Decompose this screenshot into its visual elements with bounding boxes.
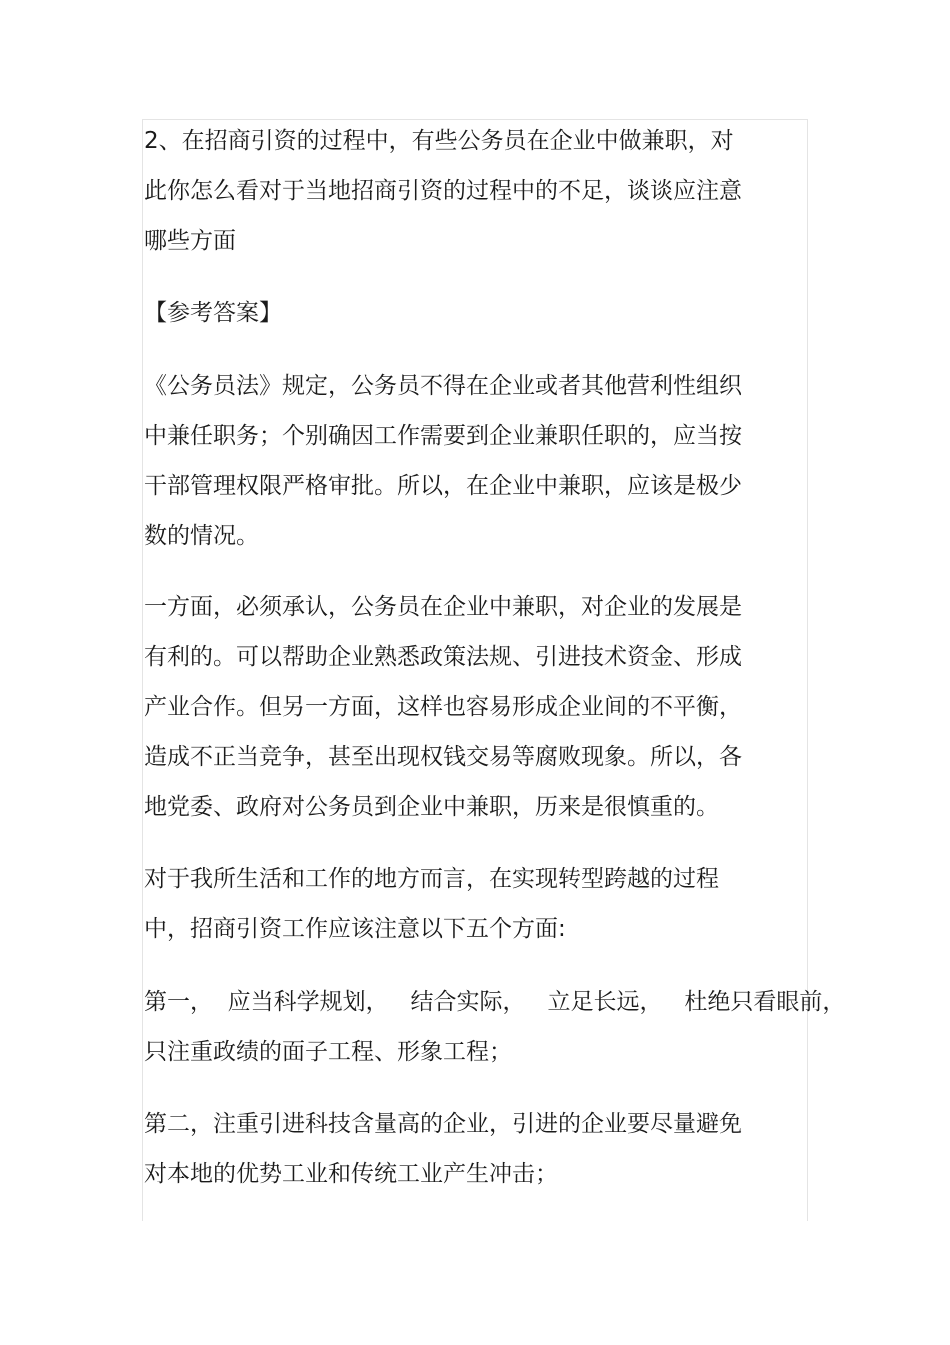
paragraph-line: 中兼任职务；个别确因工作需要到企业兼职任职的，应当按 (144, 423, 742, 449)
paragraph-line: 数的情况。 (144, 523, 259, 549)
paragraph-line: 中，招商引资工作应该注意以下五个方面: (144, 916, 566, 942)
paragraph-line: 对本地的优势工业和传统工业产生冲击； (144, 1161, 558, 1187)
paragraph-line: 有利的。可以帮助企业熟悉政策法规、引进技术资金、形成 (144, 644, 742, 670)
paragraph-line: 一方面，必须承认，公务员在企业中兼职，对企业的发展是 (144, 594, 742, 620)
paragraph-line: 《公务员法》规定，公务员不得在企业或者其他营利性组织 (144, 373, 742, 399)
paragraph-line: 产业合作。但另一方面，这样也容易形成企业间的不平衡， (144, 694, 742, 720)
question-line: 2、在招商引资的过程中，有些公务员在企业中做兼职，对 (144, 128, 734, 154)
paragraph-line: 对于我所生活和工作的地方而言，在实现转型跨越的过程 (144, 866, 719, 892)
paragraph-line: 造成不正当竞争，甚至出现权钱交易等腐败现象。所以，各 (144, 744, 742, 770)
paragraph-line: 地党委、政府对公务员到企业中兼职，历来是很慎重的。 (144, 794, 719, 820)
answer-heading: 【参考答案】 (144, 300, 282, 326)
question-line: 哪些方面 (144, 228, 236, 254)
paragraph-line: 干部管理权限严格审批。所以，在企业中兼职，应该是极少 (144, 473, 742, 499)
paragraph-line: 只注重政绩的面子工程、形象工程； (144, 1039, 512, 1065)
paragraph-line: 第二，注重引进科技含量高的企业，引进的企业要尽量避免 (144, 1111, 742, 1137)
question-line: 此你怎么看对于当地招商引资的过程中的不足，谈谈应注意 (144, 178, 742, 204)
paragraph-line: 第一， 应当科学规划， 结合实际， 立足长远， 杜绝只看眼前， (144, 989, 846, 1015)
